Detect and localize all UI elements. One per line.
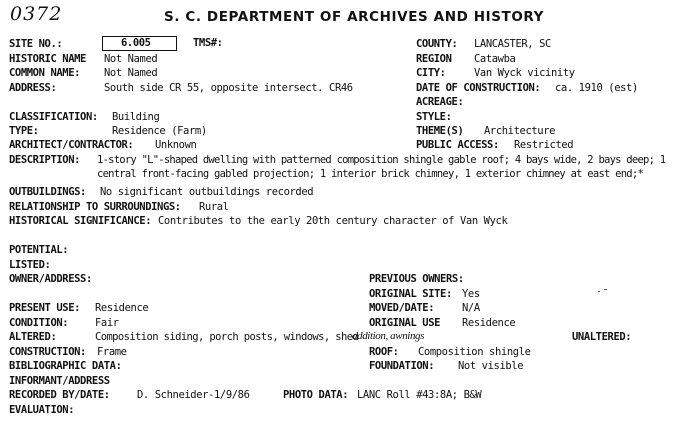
county-label: COUNTY: [416, 38, 458, 50]
region-label: REGION [416, 53, 452, 65]
classification-value: Building [112, 111, 160, 123]
date-of-construction-value: ca. 1910 (est) [555, 82, 638, 94]
type-label: TYPE: [9, 125, 39, 137]
description-line-2: central front-facing gabled projection; 1 interior brick chimney, 1 exterior chimney at east end;* [97, 168, 644, 180]
date-of-construction-label: DATE OF CONSTRUCTION: [416, 82, 541, 94]
original-site-value: Yes [462, 288, 480, 300]
foundation-value: Not visible [458, 360, 524, 372]
description-label: DESCRIPTION: [9, 154, 81, 166]
handwritten-record-number: 0372 [10, 3, 63, 25]
county-value: LANCASTER, SC [474, 38, 551, 50]
city-label: CITY: [416, 67, 446, 79]
bibliographic-data-label: BIBLIOGRAPHIC DATA: [9, 360, 122, 372]
public-access-label: PUBLIC ACCESS: [416, 139, 499, 151]
original-use-value: Residence [462, 317, 516, 329]
description-line-1: 1-story "L"-shaped dwelling with patterned composition shingle gable roof; 4 bays wide, 2 bays deep; 1 [97, 154, 666, 166]
scan-speck [598, 291, 600, 292]
moved-date-label: MOVED/DATE: [369, 302, 435, 314]
significance-value: Contributes to the early 20th century character of Van Wyck [158, 215, 508, 227]
outbuildings-value: No significant outbuildings recorded [100, 186, 314, 198]
altered-handwritten-addition: addition, awnings [352, 330, 425, 342]
condition-label: CONDITION: [9, 317, 69, 329]
evaluation-label: EVALUATION: [9, 404, 75, 416]
theme-label: THEME(S) [416, 125, 464, 137]
construction-value: Frame [97, 346, 127, 358]
condition-value: Fair [95, 317, 119, 329]
theme-value: Architecture [484, 125, 556, 137]
previous-owners-label: PREVIOUS OWNERS: [369, 273, 464, 285]
listed-label: LISTED: [9, 259, 51, 271]
altered-label: ALTERED: [9, 331, 57, 343]
tms-label: TMS#: [193, 37, 223, 49]
historic-name-label: HISTORIC NAME [9, 53, 86, 65]
style-label: STYLE: [416, 111, 452, 123]
significance-label: HISTORICAL SIGNIFICANCE: [9, 215, 152, 227]
photo-data-label: PHOTO DATA: [283, 389, 349, 401]
address-label: ADDRESS: [9, 82, 57, 94]
architect-label: ARCHITECT/CONTRACTOR: [9, 139, 134, 151]
classification-label: CLASSIFICATION: [9, 111, 98, 123]
acreage-label: ACREAGE: [416, 96, 464, 108]
original-use-label: ORIGINAL USE [369, 317, 441, 329]
site-no-value: 6.005 [121, 37, 151, 49]
moved-date-value: N/A [462, 302, 480, 314]
page-title: S. C. DEPARTMENT OF ARCHIVES AND HISTORY [164, 9, 545, 25]
present-use-value: Residence [95, 302, 149, 314]
informant-address-label: INFORMANT/ADDRESS [9, 375, 110, 387]
original-site-label: ORIGINAL SITE: [369, 288, 452, 300]
historic-name-value: Not Named [104, 53, 158, 65]
outbuildings-label: OUTBUILDINGS: [9, 186, 86, 198]
region-value: Catawba [474, 53, 516, 65]
relationship-value: Rural [199, 201, 229, 213]
potential-label: POTENTIAL: [9, 244, 69, 256]
photo-data-value: LANC Roll #43:8A; B&W [357, 389, 482, 401]
owner-address-label: OWNER/ADDRESS: [9, 273, 92, 285]
recorded-by-label: RECORDED BY/DATE: [9, 389, 110, 401]
roof-value: Composition shingle [418, 346, 531, 358]
unaltered-label: UNALTERED: [572, 331, 632, 343]
relationship-label: RELATIONSHIP TO SURROUNDINGS: [9, 201, 181, 213]
present-use-label: PRESENT USE: [9, 302, 81, 314]
public-access-value: Restricted [514, 139, 574, 151]
recorded-by-value: D. Schneider-1/9/86 [137, 389, 250, 401]
address-value: South side CR 55, opposite intersect. CR46 [104, 82, 353, 94]
type-value: Residence (Farm) [112, 125, 207, 137]
architect-value: Unknown [155, 139, 197, 151]
construction-label: CONSTRUCTION: [9, 346, 86, 358]
foundation-label: FOUNDATION: [369, 360, 435, 372]
scan-speck [604, 289, 607, 290]
roof-label: ROOF: [369, 346, 399, 358]
altered-value: Composition siding, porch posts, windows, shed [95, 331, 359, 343]
common-name-value: Not Named [104, 67, 158, 79]
city-value: Van Wyck vicinity [474, 67, 575, 79]
site-no-label: SITE NO.: [9, 38, 63, 50]
common-name-label: COMMON NAME: [9, 67, 81, 79]
